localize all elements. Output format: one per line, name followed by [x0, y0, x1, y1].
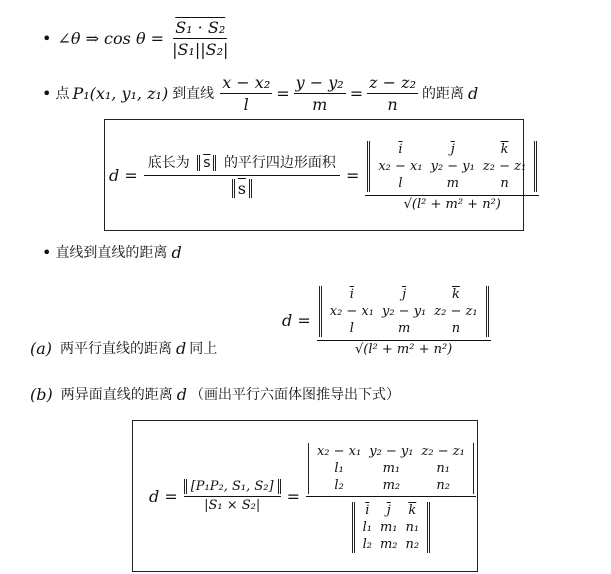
lhs-d: d =: [282, 310, 311, 330]
frac-z-num: z − z₂: [369, 72, 416, 92]
label-a: (a): [30, 338, 53, 358]
frac-z-den: n: [387, 94, 398, 114]
text-derivation-note: （画出平行六面体图推导出下式）: [189, 387, 400, 403]
label-b: (b): [30, 384, 53, 404]
matrix-cell: l: [349, 321, 354, 336]
text-point: 点: [55, 86, 70, 102]
matrix-cell: l₂: [334, 477, 344, 493]
frac-x-den: l: [243, 94, 249, 114]
matrix-cell: $\overline{k}$: [408, 502, 417, 518]
item-point-line-distance: • 点 P₁(x₁, y₁, z₁) 到直线 $\frac{\text{x − x₂}}{l}$ = $\frac{\text{y − y₂}}{m}$ = $\frac{\text{z − z₂}}{n}$ 的距离 d: [42, 72, 479, 114]
matrix-cell: z₂ − z₁: [421, 443, 465, 459]
cosine-fraction: [170, 18, 230, 59]
text-parallel: 两平行直线的距离: [60, 341, 173, 357]
area-fraction: [144, 152, 340, 198]
cross-numerator: [365, 138, 539, 196]
matrix-cell: m₂: [379, 536, 398, 552]
item-cosine-angle: [42, 12, 230, 64]
var-d: d: [176, 384, 187, 404]
matrix-cell: m: [397, 321, 411, 336]
equals: =: [345, 165, 360, 185]
line-fraction-z: [367, 73, 418, 114]
line-fraction-x: [220, 73, 272, 114]
matrix-cell: x₂ − x₁: [378, 159, 423, 174]
mixed-product-fraction: [184, 479, 281, 513]
det-ratio-denominator: [350, 497, 433, 553]
matrix-cell: n: [500, 176, 509, 191]
matrix-cell: m₁: [379, 519, 398, 535]
matrix-cell: n₂: [436, 477, 450, 493]
text-to-line: 到直线: [172, 86, 215, 102]
equals: =: [286, 486, 300, 506]
matrix-cell: l₂: [362, 536, 372, 552]
matrix-cell: m: [446, 176, 459, 191]
formula-a-numerator: [317, 283, 491, 341]
bullet: •: [42, 242, 52, 262]
cross-fraction: [365, 138, 539, 212]
area-numerator: [144, 152, 340, 176]
text-same: 同上: [189, 341, 218, 357]
matrix-cell: $\overline{k}$: [451, 287, 460, 302]
box-point-line-formula: [104, 119, 527, 231]
var-d: d: [467, 83, 479, 103]
point-p1: P₁(x₁, y₁, z₁): [72, 83, 169, 103]
matrix-cell: y₂ − y₁: [430, 159, 475, 174]
text-distance: 的距离: [421, 86, 464, 102]
lhs-d: d =: [149, 486, 178, 506]
norm-s: $\overline{s}$: [197, 155, 216, 171]
matrix-cell: l₁: [334, 460, 344, 476]
var-d: d: [176, 338, 187, 358]
matrix-cell: $\overline{j}$: [402, 287, 407, 302]
line-fraction-y: [294, 73, 346, 114]
matrix-cell: y₂ − y₁: [381, 304, 427, 319]
determinant-matrix: [319, 286, 489, 337]
matrix-cell: $\overline{i}$: [398, 142, 403, 157]
cross-product-norm: |S₁ × S₂|: [204, 498, 261, 513]
cross-denominator: √(l² + m² + n²): [403, 197, 501, 212]
matrix-cell: x₂ − x₁: [316, 443, 362, 459]
formula-left: ∠θ ⇒ cos θ =: [57, 28, 165, 48]
matrix-cell: n₂: [405, 536, 420, 552]
matrix-cell: l₁: [362, 519, 372, 535]
formula-a-fraction: [317, 283, 491, 357]
matrix-cell: x₂ − x₁: [329, 304, 374, 319]
fraction-denominator: |S₁||S₂|: [172, 39, 229, 59]
fraction-numerator: S₁ · S₂: [175, 17, 226, 37]
mixed-product: [P₁P₂, S₁, S₂]: [184, 479, 281, 494]
det-ratio-numerator: [306, 440, 476, 497]
item-line-line-distance: [42, 240, 182, 264]
matrix-cell: $\overline{j}$: [450, 142, 455, 157]
matrix-cell: $\overline{i}$: [365, 502, 370, 518]
bullet: •: [42, 28, 52, 48]
matrix-cell: z₂ − z₁: [482, 159, 527, 174]
matrix-cell: $\overline{j}$: [386, 502, 391, 518]
matrix-cell: n₁: [405, 519, 420, 535]
area-denominator: [230, 176, 254, 198]
matrix-cell: m₁: [382, 460, 401, 476]
frac-y-den: m: [312, 94, 328, 114]
item-a: [30, 336, 217, 360]
box2-content: [149, 421, 476, 571]
text-skew: 两异面直线的距离: [60, 387, 173, 403]
det-ratio-fraction: [306, 440, 476, 553]
matrix-cell: z₂ − z₁: [434, 304, 478, 319]
lhs-d: d =: [109, 165, 138, 185]
norm-s-den: s: [232, 179, 252, 198]
bottom-determinant: [352, 502, 431, 553]
text-line-line: 直线到直线的距离: [55, 245, 168, 261]
formula-a-denominator: √(l² + m² + n²): [355, 342, 453, 357]
text-parallelogram-area: 的平行四边形面积: [223, 155, 336, 171]
formula-a: [282, 270, 491, 370]
box1-content: [109, 120, 539, 230]
box-skew-line-formula: [132, 420, 478, 572]
matrix-cell: n: [451, 321, 461, 336]
top-determinant: [308, 443, 474, 494]
frac-y-num: y − y₂: [295, 72, 344, 92]
matrix-cell: $\overline{k}$: [500, 142, 509, 157]
item-b: [30, 382, 400, 406]
matrix-cell: m₂: [382, 477, 401, 493]
determinant-matrix: [367, 141, 537, 192]
matrix-cell: $\overline{i}$: [349, 287, 354, 302]
frac-x-num: x − x₂: [222, 72, 271, 92]
matrix-cell: y₂ − y₁: [369, 443, 414, 459]
matrix-cell: l: [398, 176, 403, 191]
text-base-length: 底长为: [147, 155, 190, 171]
var-d: d: [171, 242, 182, 262]
bullet: •: [42, 83, 52, 103]
matrix-cell: n₁: [436, 460, 450, 476]
